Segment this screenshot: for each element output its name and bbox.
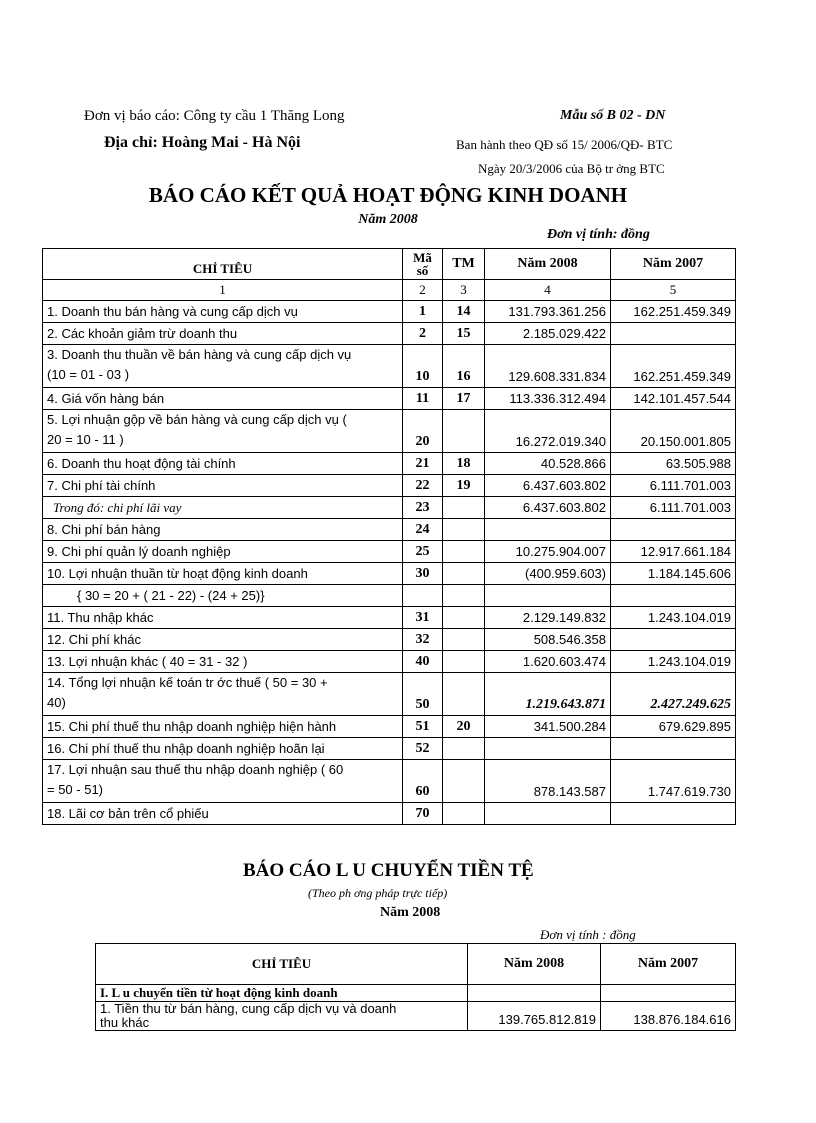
table-row (43, 345, 736, 388)
row-label: 13. Lợi nhuận khác ( 40 = 31 - 32 ) (43, 651, 403, 673)
row-note (443, 607, 485, 629)
row-code: 70 (403, 803, 443, 825)
row-value-2008: 139.765.812.819 (468, 1002, 601, 1031)
column-number: 2 (403, 280, 443, 301)
row-value-2007: 162.251.459.349 (611, 301, 736, 323)
row-code: 60 (403, 760, 443, 803)
row-note: 19 (443, 475, 485, 497)
row-value-2008: 6.437.603.802 (485, 497, 611, 519)
row-note (443, 541, 485, 563)
row-value-2008: 131.793.361.256 (485, 301, 611, 323)
row-note (443, 497, 485, 519)
row-label: 9. Chi phí quản lý doanh nghiệp (43, 541, 403, 563)
table-row (43, 563, 736, 585)
row-label: 1. Doanh thu bán hàng và cung cấp dịch vụ (43, 301, 403, 323)
header-code (403, 249, 443, 280)
row-note (443, 760, 485, 803)
row-code: 20 (403, 410, 443, 453)
row-value-2007 (611, 323, 736, 345)
row-value-2008: 16.272.019.340 (485, 410, 611, 453)
table-row (43, 716, 736, 738)
row-value-2008: 341.500.284 (485, 716, 611, 738)
table-row (43, 410, 736, 453)
header-indicator: CHỈ TIÊU (43, 249, 403, 280)
row-note: 14 (443, 301, 485, 323)
row-value-2007: 12.917.661.184 (611, 541, 736, 563)
table-row (43, 519, 736, 541)
reporting-unit: Đơn vị báo cáo: Công ty cầu 1 Thăng Long (84, 108, 345, 124)
row-value-2007: 20.150.001.805 (611, 410, 736, 453)
row-label: 11. Thu nhập khác (43, 607, 403, 629)
section-empty-cell (468, 985, 601, 1002)
row-note (443, 651, 485, 673)
cash-flow-title: BÁO CÁO L U CHUYỂN TIỀN TỆ (243, 860, 534, 881)
row-label: 6. Doanh thu hoạt động tài chính (43, 453, 403, 475)
row-value-2007 (611, 629, 736, 651)
cash-flow-year: Năm 2008 (380, 905, 441, 920)
row-label: 15. Chi phí thuế thu nhập doanh nghiệp hiện hành (43, 716, 403, 738)
row-value-2007: 1.243.104.019 (611, 607, 736, 629)
row-value-2007: 1.243.104.019 (611, 651, 736, 673)
header-2007: Năm 2007 (611, 249, 736, 280)
row-value-2007: 1.184.145.606 (611, 563, 736, 585)
table-row (96, 1002, 736, 1031)
row-value-2008: 10.275.904.007 (485, 541, 611, 563)
row-label-line1: 1. Tiền thu từ bán hàng, cung cấp dịch vụ và doanh (100, 1001, 397, 1016)
row-code: 23 (403, 497, 443, 519)
row-label: 16. Chi phí thuế thu nhập doanh nghiệp hoãn lại (43, 738, 403, 760)
row-label: 4. Giá vốn hàng bán (43, 388, 403, 410)
row-label: 8. Chi phí bán hàng (43, 519, 403, 541)
row-value-2008 (485, 519, 611, 541)
row-value-2008: 6.437.603.802 (485, 475, 611, 497)
row-code: 30 (403, 563, 443, 585)
header-indicator: CHỈ TIÊU (96, 944, 468, 985)
row-value-2007 (611, 519, 736, 541)
row-note (443, 803, 485, 825)
section-empty-cell (601, 985, 736, 1002)
row-label: 10. Lợi nhuận thuần từ hoạt động kinh doanh (43, 563, 403, 585)
column-number: 1 (43, 280, 403, 301)
header-2007: Năm 2007 (601, 944, 736, 985)
row-label: { 30 = 20 + ( 21 - 22) - (24 + 25)} (43, 585, 403, 607)
row-note (443, 585, 485, 607)
row-code: 25 (403, 541, 443, 563)
row-value-2008 (485, 803, 611, 825)
table-row (43, 803, 736, 825)
row-value-2008: 2.129.149.832 (485, 607, 611, 629)
row-value-2007: 138.876.184.616 (601, 1002, 736, 1031)
row-value-2007 (611, 738, 736, 760)
table-row (43, 388, 736, 410)
cash-flow-unit: Đơn vị tính : đồng (540, 927, 636, 942)
row-code: 21 (403, 453, 443, 475)
row-value-2008: 2.185.029.422 (485, 323, 611, 345)
issued-by: Ban hành theo QĐ số 15/ 2006/QĐ- BTC (456, 137, 673, 152)
row-label (43, 410, 403, 453)
row-label: 18. Lãi cơ bản trên cổ phiếu (43, 803, 403, 825)
table-header-row (43, 249, 736, 280)
table-row (43, 541, 736, 563)
table-row (43, 673, 736, 716)
header-code-label: Mã số (413, 250, 432, 278)
income-statement-unit: Đơn vị tính: đồng (547, 227, 650, 242)
row-label-line2: (10 = 01 - 03 ) (47, 367, 130, 382)
row-value-2007: 1.747.619.730 (611, 760, 736, 803)
table-header-row (96, 944, 736, 985)
row-code: 2 (403, 323, 443, 345)
section-label: I. L u chuyển tiền từ hoạt động kinh doanh (96, 985, 468, 1002)
row-value-2007: 162.251.459.349 (611, 345, 736, 388)
row-value-2007: 6.111.701.003 (611, 475, 736, 497)
row-note (443, 519, 485, 541)
row-value-2008 (485, 585, 611, 607)
row-code: 52 (403, 738, 443, 760)
row-code: 1 (403, 301, 443, 323)
income-statement-table (42, 248, 736, 825)
row-label-line1: 3. Doanh thu thuần về bán hàng và cung cấp dịch vụ (47, 347, 352, 362)
row-label-line2: 40) (47, 695, 66, 710)
row-note (443, 563, 485, 585)
row-code (403, 585, 443, 607)
address: Địa chỉ: Hoàng Mai - Hà Nội (104, 134, 301, 151)
header-2008: Năm 2008 (468, 944, 601, 985)
table-row (43, 301, 736, 323)
income-statement-year: Năm 2008 (358, 212, 418, 227)
header-note: TM (443, 249, 485, 280)
table-row (43, 585, 736, 607)
row-value-2008: 1.620.603.474 (485, 651, 611, 673)
row-code: 40 (403, 651, 443, 673)
row-value-2008 (485, 738, 611, 760)
row-value-2008: 40.528.866 (485, 453, 611, 475)
row-note (443, 410, 485, 453)
row-note: 16 (443, 345, 485, 388)
row-value-2008: (400.959.603) (485, 563, 611, 585)
table-row (43, 760, 736, 803)
row-value-2007: 6.111.701.003 (611, 497, 736, 519)
row-value-2008: 508.546.358 (485, 629, 611, 651)
column-number: 4 (485, 280, 611, 301)
row-label-line1: 14. Tổng lợi nhuận kế toán tr ớc thuế ( 50 = 30 + (47, 675, 328, 690)
row-value-2007: 679.629.895 (611, 716, 736, 738)
row-label-line1: 5. Lợi nhuận gộp về bán hàng và cung cấp dịch vụ ( (47, 412, 347, 427)
column-number-row (43, 280, 736, 301)
table-row (43, 651, 736, 673)
header-2008: Năm 2008 (485, 249, 611, 280)
row-value-2008: 1.219.643.871 (485, 673, 611, 716)
row-note: 17 (443, 388, 485, 410)
form-number: Mẫu số B 02 - DN (560, 108, 666, 123)
row-label (43, 345, 403, 388)
row-code: 22 (403, 475, 443, 497)
row-note (443, 629, 485, 651)
row-code: 32 (403, 629, 443, 651)
row-note: 20 (443, 716, 485, 738)
row-label-line2: = 50 - 51) (47, 782, 104, 797)
row-label: Trong đó: chi phí lãi vay (43, 497, 403, 519)
issued-date: Ngày 20/3/2006 của Bộ tr ởng BTC (478, 161, 665, 176)
table-row (43, 453, 736, 475)
row-note: 18 (443, 453, 485, 475)
row-value-2007: 63.505.988 (611, 453, 736, 475)
row-label: 2. Các khoản giảm trừ doanh thu (43, 323, 403, 345)
row-note (443, 738, 485, 760)
cash-flow-table (95, 943, 736, 1031)
row-label (43, 673, 403, 716)
row-code: 51 (403, 716, 443, 738)
row-value-2007 (611, 585, 736, 607)
row-note (443, 673, 485, 716)
table-row (43, 475, 736, 497)
row-code: 31 (403, 607, 443, 629)
row-value-2007: 142.101.457.544 (611, 388, 736, 410)
table-row (43, 323, 736, 345)
row-label: 7. Chi phí tài chính (43, 475, 403, 497)
section-row (96, 985, 736, 1002)
income-statement-title: BÁO CÁO KẾT QUẢ HOẠT ĐỘNG KINH DOANH (148, 183, 628, 207)
row-label-line2: 20 = 10 - 11 ) (47, 432, 124, 447)
row-label: 12. Chi phí khác (43, 629, 403, 651)
column-number: 5 (611, 280, 736, 301)
row-note: 15 (443, 323, 485, 345)
cash-flow-subtitle: (Theo ph ơng pháp trực tiếp) (308, 886, 448, 900)
row-value-2008: 878.143.587 (485, 760, 611, 803)
table-row (43, 738, 736, 760)
table-row (43, 497, 736, 519)
row-label (43, 760, 403, 803)
row-code: 10 (403, 345, 443, 388)
row-value-2007 (611, 803, 736, 825)
table-row (43, 607, 736, 629)
row-label-line2: thu khác (100, 1015, 150, 1030)
row-value-2008: 129.608.331.834 (485, 345, 611, 388)
row-value-2008: 113.336.312.494 (485, 388, 611, 410)
row-label-line1: 17. Lợi nhuận sau thuế thu nhập doanh nghiệp ( 60 (47, 762, 344, 777)
row-value-2007: 2.427.249.625 (611, 673, 736, 716)
row-code: 24 (403, 519, 443, 541)
column-number: 3 (443, 280, 485, 301)
row-code: 11 (403, 388, 443, 410)
table-row (43, 629, 736, 651)
row-label (96, 1002, 468, 1031)
row-code: 50 (403, 673, 443, 716)
